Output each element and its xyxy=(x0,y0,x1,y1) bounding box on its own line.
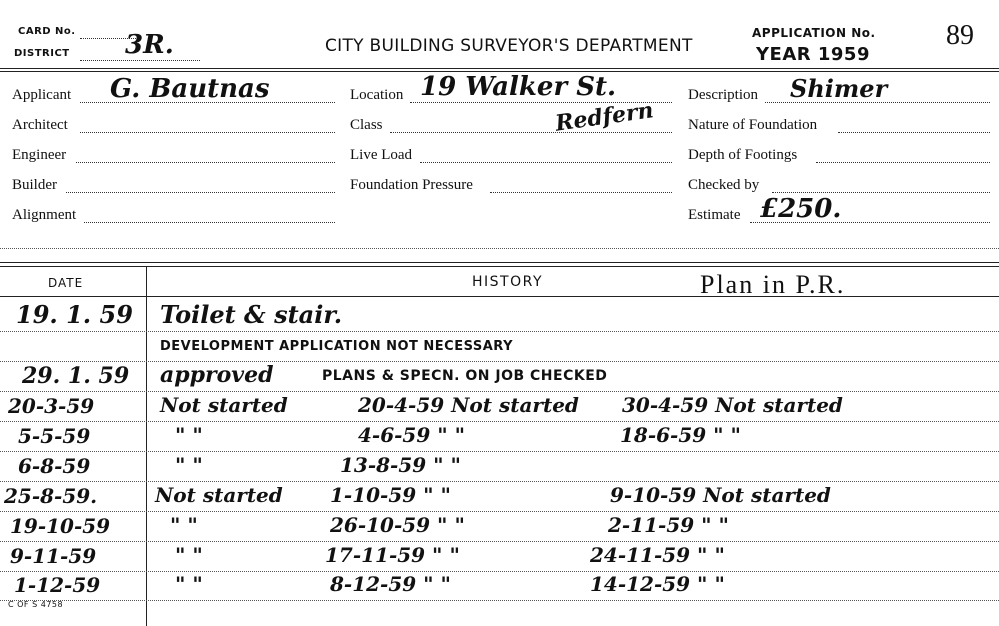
history-top-rule-double xyxy=(0,266,999,267)
history-top-rule xyxy=(0,262,999,263)
history-entry-col3: 9-10-59 Not started xyxy=(610,483,831,507)
history-entry-col3: 30-4-59 Not started xyxy=(622,393,843,417)
history-stamp: PLANS & SPECN. ON JOB CHECKED xyxy=(322,368,608,384)
history-entry-col2: 1-10-59 " " xyxy=(330,483,451,507)
engineer-label: Engineer xyxy=(12,147,67,163)
alignment-label: Alignment xyxy=(12,207,77,223)
history-entry-col1: " " xyxy=(170,513,198,537)
history-entry-col3: 14-12-59 " " xyxy=(590,572,725,596)
history-entry-col1: Not started xyxy=(160,393,288,417)
estimate-label: Estimate xyxy=(688,207,741,223)
plan-note: Plan in P.R. xyxy=(700,270,846,299)
builder-label: Builder xyxy=(12,177,57,193)
history-date: 9-11-59 xyxy=(10,544,97,568)
history-entry-col2: 8-12-59 " " xyxy=(330,572,451,596)
history-entry-col2: 13-8-59 " " xyxy=(340,453,461,477)
header-rule xyxy=(0,68,999,69)
year-label: YEAR 1959 xyxy=(756,44,870,65)
history-entry-col2: 20-4-59 Not started xyxy=(358,393,579,417)
district-label: DISTRICT xyxy=(14,48,70,59)
history-entry-col1: " " xyxy=(175,572,203,596)
history-date: 25-8-59. xyxy=(4,484,98,508)
history-entry-col3: 24-11-59 " " xyxy=(590,543,725,567)
location-value: 19 Walker St. xyxy=(420,72,617,102)
class-value: Redfern xyxy=(553,97,656,137)
history-date: 19-10-59 xyxy=(10,514,111,538)
history-row xyxy=(0,361,999,391)
history-entry-col3: 18-6-59 " " xyxy=(620,423,741,447)
checked-by-label: Checked by xyxy=(688,177,760,193)
date-header: DATE xyxy=(48,276,84,290)
application-no-label: APPLICATION No. xyxy=(752,26,876,40)
history-entry-col1: " " xyxy=(175,453,203,477)
history-entry-col1: " " xyxy=(175,423,203,447)
district-line xyxy=(80,60,200,61)
history-date: 20-3-59 xyxy=(8,394,95,418)
history-row xyxy=(0,296,999,329)
history-row xyxy=(0,481,999,511)
depth-of-footings-label: Depth of Footings xyxy=(688,147,798,163)
form-code: C OF S 4758 xyxy=(8,600,64,609)
history-row xyxy=(0,421,999,451)
history-date: 29. 1. 59 xyxy=(22,363,130,389)
history-entry-col3: 2-11-59 " " xyxy=(608,513,729,537)
card-no-label: CARD No. xyxy=(18,26,76,37)
history-date: 19. 1. 59 xyxy=(16,300,133,329)
history-row xyxy=(0,331,999,361)
history-entry: approved xyxy=(160,362,274,388)
architect-label: Architect xyxy=(12,117,68,133)
live-load-label: Live Load xyxy=(350,147,413,163)
application-no-value: 89 xyxy=(946,20,974,51)
applicant-value: G. Bautnas xyxy=(110,74,270,104)
history-header: HISTORY xyxy=(472,274,543,290)
history-date: 6-8-59 xyxy=(18,454,91,478)
history-date: 1-12-59 xyxy=(14,573,101,597)
description-value: Shimer xyxy=(790,74,888,103)
nature-of-foundation-label: Nature of Foundation xyxy=(688,117,818,133)
history-row xyxy=(0,571,999,601)
location-label: Location xyxy=(350,87,404,103)
history-entry-col2: 4-6-59 " " xyxy=(358,423,466,447)
history-stamp: DEVELOPMENT APPLICATION NOT NECESSARY xyxy=(160,339,514,354)
applicant-label: Applicant xyxy=(12,87,72,103)
estimate-value: £250. xyxy=(760,194,842,224)
description-label: Description xyxy=(688,87,758,103)
history-entry-col1: Not started xyxy=(155,483,283,507)
department-title: CITY BUILDING SURVEYOR'S DEPARTMENT xyxy=(325,36,693,56)
history-date: 5-5-59 xyxy=(18,424,91,448)
history-row xyxy=(0,391,999,421)
history-row xyxy=(0,511,999,541)
history-row xyxy=(0,541,999,571)
history-entry-col2: 17-11-59 " " xyxy=(325,543,460,567)
history-entry: Toilet & stair. xyxy=(160,300,343,329)
foundation-pressure-label: Foundation Pressure xyxy=(350,177,473,193)
district-value: 3R. xyxy=(125,30,174,60)
history-entry-col1: " " xyxy=(175,543,203,567)
history-row xyxy=(0,451,999,481)
class-label: Class xyxy=(350,117,383,133)
history-entry-col2: 26-10-59 " " xyxy=(330,513,465,537)
